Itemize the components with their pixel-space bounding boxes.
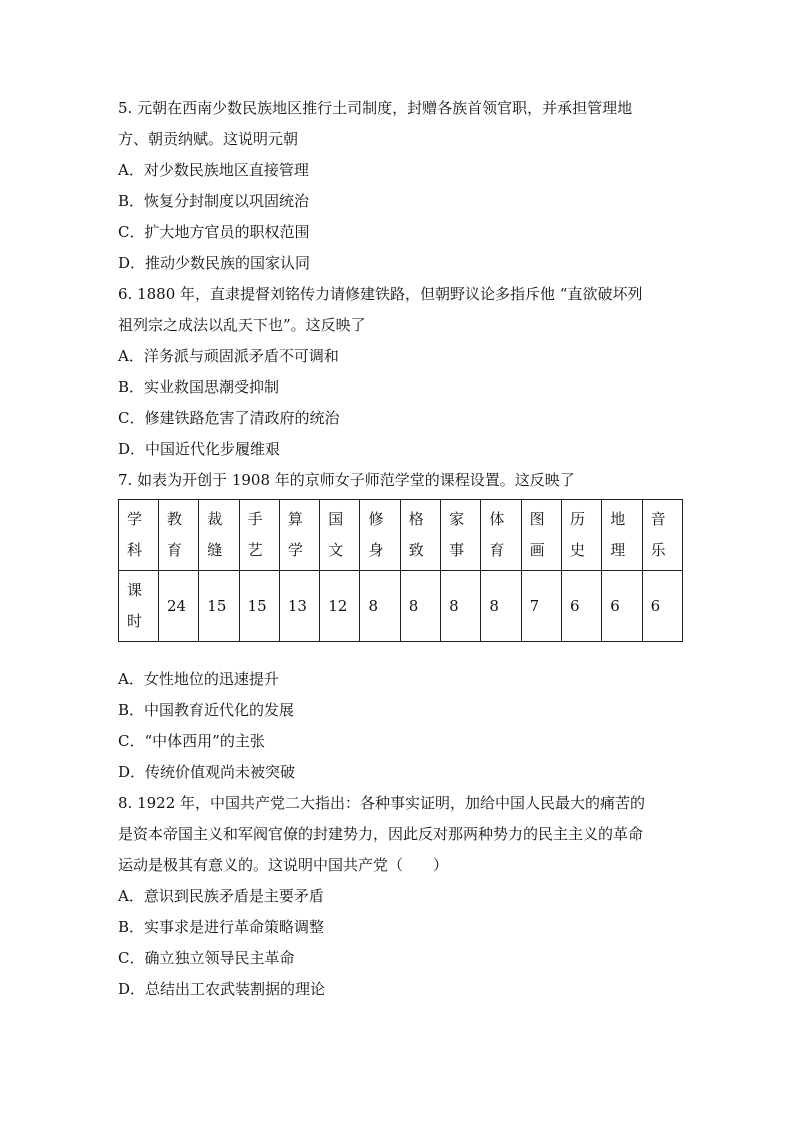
question-6 (118, 279, 688, 465)
course-table-hours: 8 (400, 571, 440, 642)
question-5-stem-line-2: 方、朝贡纳赋。这说明元朝 (118, 130, 299, 148)
question-5-option-a[interactable]: A．对少数民族地区直接管理 (118, 161, 309, 179)
course-table-subject: 家事 (441, 500, 481, 571)
question-5-stem-line-1: 5. 元朝在西南少数民族地区推行土司制度，封赠各族首领官职，并承担管理地 (118, 99, 633, 117)
course-table-subject: 历史 (561, 500, 601, 571)
question-5-option-b[interactable]: B．恢复分封制度以巩固统治 (118, 192, 310, 210)
question-6-stem-line-2: 祖列宗之成法以乱天下也”。这反映了 (118, 316, 366, 334)
course-table-subject: 教育 (159, 500, 199, 571)
question-5-option-d[interactable]: D．推动少数民族的国家认同 (118, 254, 311, 272)
question-6-option-c[interactable]: C．修建铁路危害了清政府的统治 (118, 409, 340, 427)
course-table-header-label: 学科 (119, 500, 159, 571)
course-table-hours: 8 (360, 571, 400, 642)
question-7-option-c[interactable]: C．“中体西用”的主张 (118, 732, 265, 750)
question-6-option-b[interactable]: B．实业救国思潮受抑制 (118, 378, 280, 396)
course-table-subject: 修身 (360, 500, 400, 571)
course-table-hours: 15 (199, 571, 239, 642)
question-6-stem-line-1: 6. 1880 年，直隶提督刘铭传力请修建铁路，但朝野议论多指斥他 “直欲破坏列 (118, 285, 643, 303)
question-8-option-b[interactable]: B．实事求是进行革命策略调整 (118, 918, 325, 936)
question-7-option-a[interactable]: A．女性地位的迅速提升 (118, 670, 279, 688)
question-7-option-d[interactable]: D．传统价值观尚未被突破 (118, 763, 296, 781)
course-table-hours: 8 (441, 571, 481, 642)
course-table-hours: 24 (159, 571, 199, 642)
question-8-stem-line-1: 8. 1922 年，中国共产党二大指出：各种事实证明，加给中国人民最大的痛苦的 (118, 794, 646, 812)
course-table-hours: 7 (521, 571, 561, 642)
exam-page (118, 93, 688, 1005)
course-table-subject: 算学 (279, 500, 319, 571)
course-table-subject: 音乐 (642, 500, 682, 571)
question-7-stem: 7. 如表为开创于 1908 年的京师女子师范学堂的课程设置。这反映了 (118, 471, 575, 489)
question-6-option-d[interactable]: D．中国近代化步履维艰 (118, 440, 281, 458)
course-table-subject: 国文 (320, 500, 360, 571)
question-8-option-a[interactable]: A．意识到民族矛盾是主要矛盾 (118, 887, 324, 905)
course-table-hours: 8 (481, 571, 521, 642)
course-table-subject: 裁缝 (199, 500, 239, 571)
question-5-option-c[interactable]: C．扩大地方官员的职权范围 (118, 223, 310, 241)
question-6-option-a[interactable]: A．洋务派与顽固派矛盾不可调和 (118, 347, 339, 365)
question-8 (118, 788, 688, 1005)
course-table-subject: 手艺 (239, 500, 279, 571)
course-table-subject: 体育 (481, 500, 521, 571)
question-7 (118, 465, 688, 788)
course-table-hours: 12 (320, 571, 360, 642)
course-table-hours-row (119, 571, 683, 642)
course-table-hours: 6 (642, 571, 682, 642)
course-table-subject: 格致 (400, 500, 440, 571)
course-table-subject: 地理 (602, 500, 642, 571)
course-table-subject: 图画 (521, 500, 561, 571)
question-8-option-c[interactable]: C．确立独立领导民主革命 (118, 949, 295, 967)
course-table-row-label: 课时 (119, 571, 159, 642)
course-table-hours: 6 (602, 571, 642, 642)
course-table-hours: 15 (239, 571, 279, 642)
course-table-header-row (119, 500, 683, 571)
question-8-option-d[interactable]: D．总结出工农武装割据的理论 (118, 980, 326, 998)
question-8-stem-line-3: 运动是极其有意义的。这说明中国共产党（ ） (118, 856, 449, 874)
question-5 (118, 93, 688, 279)
question-7-option-b[interactable]: B．中国教育近代化的发展 (118, 701, 295, 719)
course-table-hours: 13 (279, 571, 319, 642)
question-8-stem-line-2: 是资本帝国主义和军阀官僚的封建势力，因此反对那两种势力的民主主义的革命 (118, 825, 644, 843)
course-table (118, 499, 683, 642)
course-table-hours: 6 (561, 571, 601, 642)
